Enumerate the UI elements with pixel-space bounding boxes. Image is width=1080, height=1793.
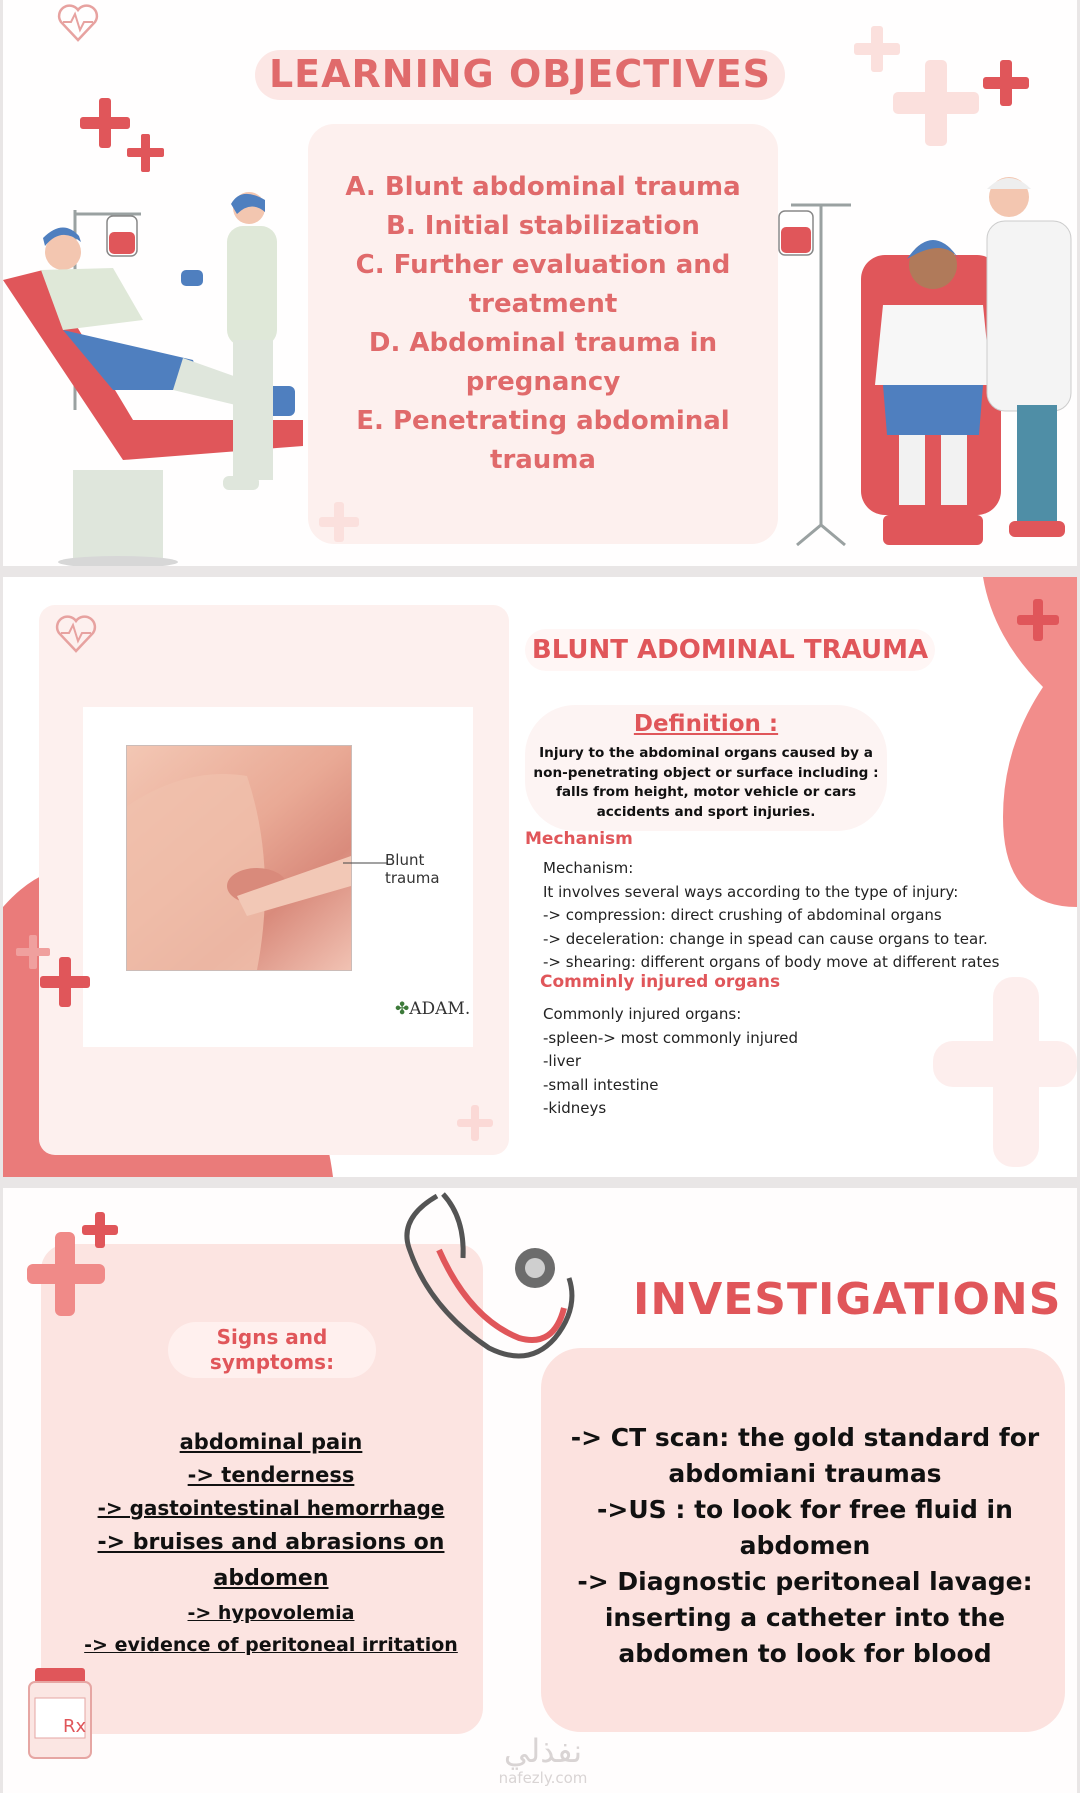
list-item: -small intestine: [543, 1075, 659, 1094]
blunt-trauma-photo: [126, 745, 352, 971]
list-item: -> compression: direct crushing of abdominal organs: [543, 906, 942, 924]
investigations-list: [555, 1420, 1055, 1672]
list-item: -> deceleration: change in spead can cause organs to tear.: [543, 929, 988, 948]
watermark-arabic: نفذلي: [503, 1732, 583, 1770]
blood-donation-illustration-left: [3, 190, 313, 566]
image-label: Blunt trauma: [385, 851, 440, 887]
list-item: -spleen-> most commonly injured: [543, 1028, 798, 1047]
list-item: -> Diagnostic peritoneal lavage: inserting a catheter into the abdomen to look for blood: [577, 1567, 1033, 1668]
list-item: -kidneys: [543, 1099, 607, 1117]
plus-cluster-icon: [27, 1212, 147, 1316]
slide-investigations: [3, 1188, 1077, 1793]
mechanism-heading: Mechanism: [525, 829, 633, 849]
objective-item: B. Initial stabilization: [386, 211, 700, 241]
list-item: abdominal pain: [179, 1430, 363, 1454]
plus-faint-icon: [455, 1103, 495, 1143]
list-item: -> CT scan: the gold standard for abdomiani traumas: [570, 1423, 1040, 1488]
mechanism-list: [543, 857, 999, 975]
list-item: ->US : to look for free fluid in abdomen: [597, 1495, 1013, 1560]
objective-item: E. Penetrating abdominal trauma: [356, 406, 730, 475]
list-item: -> tenderness: [187, 1463, 355, 1487]
watermark: [473, 1733, 613, 1787]
page-title: LEARNING OBJECTIVES: [268, 52, 772, 96]
definition-text: Injury to the abdominal organs caused by a non-penetrating object or surface including : falls from height, motor vehicle or cars accidents and sport injuries.: [533, 745, 879, 820]
plus-icon: [1013, 595, 1063, 645]
plus-faint-icon: [317, 500, 361, 544]
list-item: It involves several ways according to the type of injury:: [543, 882, 959, 901]
image-credit: ✤ADAM.: [395, 999, 471, 1019]
list-item: -> evidence of peritoneal irritation: [84, 1634, 458, 1656]
slide-learning-objectives: [3, 0, 1077, 566]
objective-item: D. Abdominal trauma in pregnancy: [368, 328, 718, 397]
signs-list: [61, 1426, 481, 1660]
list-item: -> shearing: different organs of body move at different rates: [543, 953, 1000, 971]
photo-illustration: [127, 746, 351, 970]
section-title: BLUNT ADOMINAL TRAUMA: [531, 635, 929, 665]
plus-cluster-icon: [15, 935, 95, 1015]
organs-list: [543, 1003, 798, 1121]
plus-cluster-icon: [79, 96, 169, 176]
pill-bottle-icon: [25, 1666, 101, 1766]
list-item: -> gastointestinal hemorrhage: [97, 1496, 445, 1520]
list-item: Mechanism:: [543, 859, 634, 877]
adam-logo-icon: ✤: [395, 999, 410, 1019]
list-item: -liver: [543, 1052, 582, 1070]
organs-heading: Comminly injured organs: [540, 972, 781, 992]
stethoscope-icon: [379, 1188, 599, 1368]
watermark-latin: nafezly.com: [498, 1769, 588, 1787]
plus-cluster-right-icon: [851, 16, 1051, 156]
label-pointer-line: [343, 861, 387, 865]
investigations-title: INVESTIGATIONS: [633, 1274, 1062, 1325]
heart-pulse-icon: [55, 0, 101, 48]
slide-blunt-trauma: [3, 577, 1077, 1177]
objective-item: A. Blunt abdominal trauma: [345, 172, 741, 202]
list-item: Commonly injured organs:: [543, 1005, 742, 1023]
plus-large-faint-icon: [933, 977, 1077, 1177]
signs-title: Signs and symptoms:: [209, 1325, 335, 1374]
objective-item: C. Further evaluation and treatment: [355, 250, 731, 319]
blood-donation-illustration-right: [773, 175, 1077, 566]
objectives-list: [318, 168, 768, 480]
list-item: -> bruises and abrasions on abdomen: [97, 1530, 445, 1591]
heart-pulse-icon: [53, 611, 99, 659]
svg-text:Rx: Rx: [63, 1716, 87, 1737]
definition-heading: Definition :: [633, 711, 779, 737]
plus-small-faint-icon: [849, 1131, 885, 1167]
list-item: -> hypovolemia: [187, 1602, 355, 1624]
